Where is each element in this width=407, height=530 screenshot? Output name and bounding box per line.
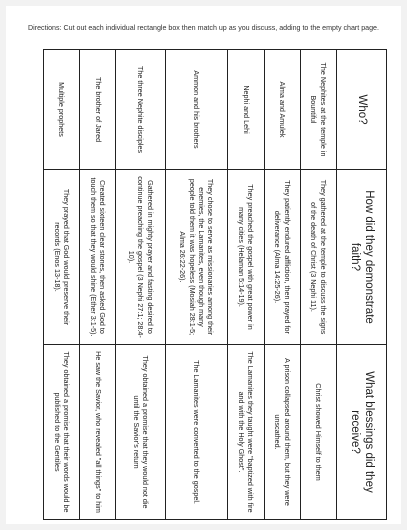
cell-faith: They patiently endured affliction, then prayed for deliverance (Alma 14:25-26). — [264, 170, 300, 345]
cell-who: The brother of Jared — [80, 50, 116, 170]
table-row — [116, 50, 165, 520]
cell-blessing: They obtained a promise that their words would be published to the Gentiles — [44, 345, 80, 520]
cell-who: Nephi and Lehi — [228, 50, 264, 170]
table-row — [44, 50, 80, 520]
cell-faith: Gathered in mighty prayer and fasting desired to continue preaching the gospel (3 Nephi 27:1; 28:4-10). — [116, 170, 165, 345]
cell-who: Ammon and his brothers — [165, 50, 228, 170]
cell-faith: They prayed that God would preserve their records (Enos 13-18). — [44, 170, 80, 345]
table-row — [165, 50, 228, 520]
cell-blessing: He saw the Savior, who revealed "all things" to him — [80, 345, 116, 520]
cell-who: Alma and Amulek — [264, 50, 300, 170]
rotated-chart — [43, 49, 387, 519]
table-row — [300, 50, 336, 520]
cell-faith: They gathered at the temple to discuss the signs of the death of Christ (3 Nephi 11). — [300, 170, 336, 345]
header-row — [337, 50, 387, 520]
cell-who: The three Nephite disciples — [116, 50, 165, 170]
cell-faith: They preached the gospel with great power in many cities (Helaman 5:14-19). — [228, 170, 264, 345]
faith-blessings-table — [43, 49, 387, 520]
cell-blessing: A prison collapsed around them, but they were unscathed. — [264, 345, 300, 520]
cell-who: The Nephites at the temple in Bountiful — [300, 50, 336, 170]
cell-faith: They chose to serve as missionaries among their enemies, the Lamanites, even though many people told them it was hopeless (Mosiah 28:1-5; Alma 26:22-26). — [165, 170, 228, 345]
table-row — [80, 50, 116, 520]
cell-blessing: The Lamanites were converted to the gospel. — [165, 345, 228, 520]
header-who: Who? — [337, 50, 387, 170]
table-row — [264, 50, 300, 520]
cell-faith: Created sixteen clear stones, then asked God to touch them so that they would shine (Ether 3:1-5). — [80, 170, 116, 345]
directions-text: Directions: Cut out each individual rectangle box then match up as you discuss, adding to the empty chart page. — [28, 24, 379, 32]
header-faith: How did they demonstrate faith? — [337, 170, 387, 345]
cell-blessing: The Lamanites they taught were "baptized with fire and with the Holy Ghost". — [228, 345, 264, 520]
header-blessings: What blessings did they receive? — [337, 345, 387, 520]
cell-blessing: Christ showed Himself to them — [300, 345, 336, 520]
cell-blessing: They obtained a promise that they would not die until the Savior's return — [116, 345, 165, 520]
table-row — [228, 50, 264, 520]
cell-who: Multiple prophets — [44, 50, 80, 170]
